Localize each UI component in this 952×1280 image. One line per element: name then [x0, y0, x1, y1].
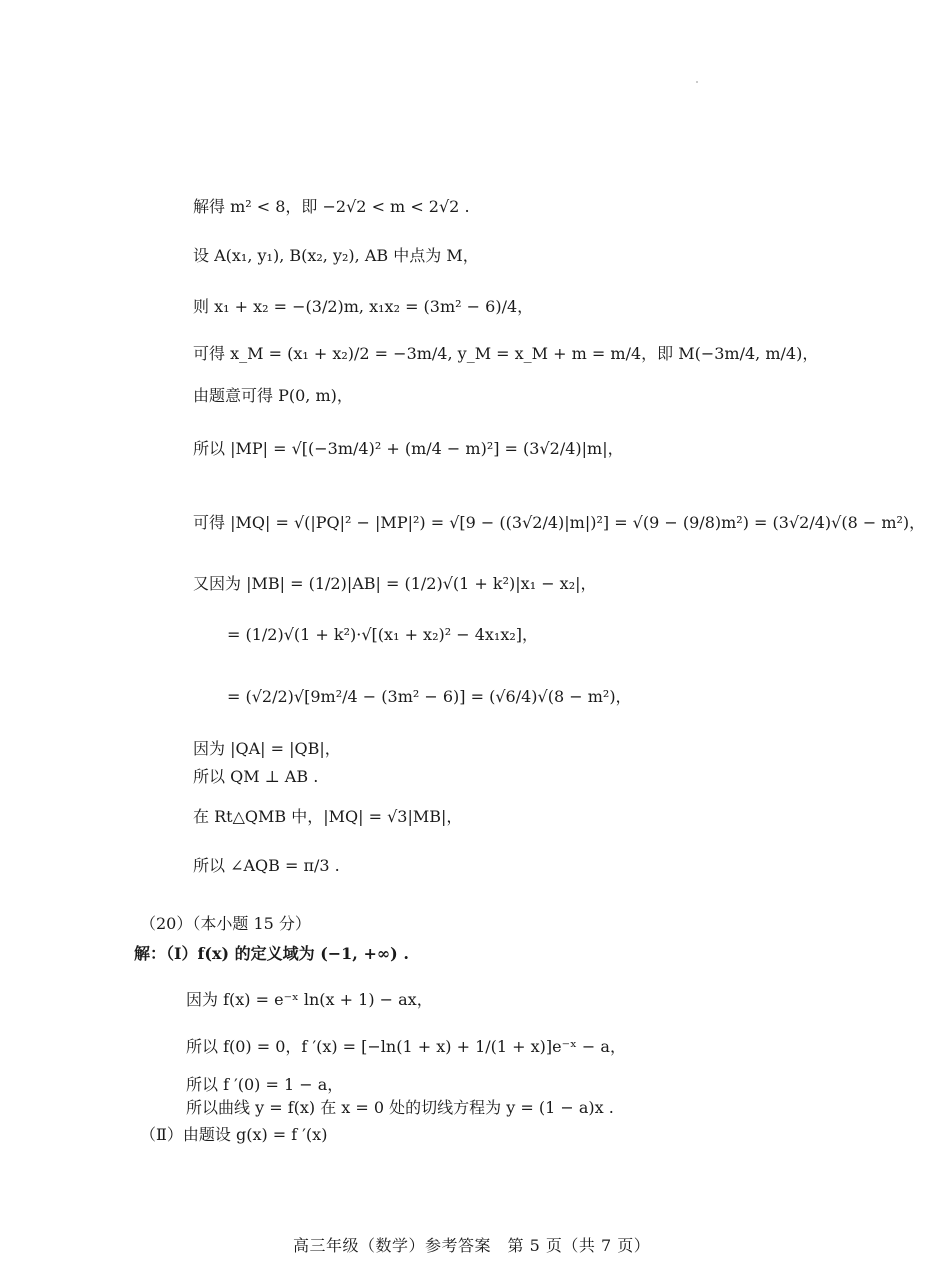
- eq-line: = (√2/2)√[9m²/4 − (3m² − 6)] = (√6/4)√(8 − m²)，: [227, 687, 632, 706]
- question-header: （20）（本小题 15 分）: [140, 914, 311, 933]
- eq-line: 所以 ∠AQB = π/3 .: [193, 856, 340, 875]
- eq-line: 则 x₁ + x₂ = −(3/2)m, x₁x₂ = (3m² − 6)/4，: [193, 297, 534, 316]
- scan-speck: [696, 81, 698, 83]
- eq-line: 所以 QM ⊥ AB .: [193, 767, 319, 786]
- eq-line: 可得 |MQ| = √(|PQ|² − |MP|²) = √[9 − ((3√2/4)|m|)²] = √(9 − (9/8)m²) = (3√2/4)√(8 − m²)，: [193, 513, 926, 532]
- page-footer: 高三年级（数学）参考答案 第 5 页（共 7 页）: [293, 1236, 651, 1255]
- eq-line: 因为 f(x) = e⁻ˣ ln(x + 1) − ax，: [186, 990, 433, 1009]
- eq-line: 所以 f(0) = 0，f ′(x) = [−ln(1 + x) + 1/(1 + x)]e⁻ˣ − a，: [186, 1037, 626, 1056]
- eq-line: 所以 f ′(0) = 1 − a，: [186, 1075, 344, 1094]
- eq-line: 解得 m² < 8，即 −2√2 < m < 2√2 .: [193, 197, 470, 216]
- eq-line: 在 Rt△QMB 中，|MQ| = √3|MB|，: [193, 807, 463, 826]
- eq-line: 设 A(x₁, y₁), B(x₂, y₂), AB 中点为 M，: [193, 246, 479, 265]
- eq-line: 由题意可得 P(0, m)，: [193, 386, 353, 405]
- eq-line: = (1/2)√(1 + k²)·√[(x₁ + x₂)² − 4x₁x₂]，: [227, 625, 539, 644]
- eq-line: 所以 |MP| = √[(−3m/4)² + (m/4 − m)²] = (3√2/4)|m|，: [193, 439, 624, 458]
- eq-line: 因为 |QA| = |QB|，: [193, 739, 341, 758]
- part-two-line: （Ⅱ）由题设 g(x) = f ′(x): [140, 1125, 328, 1144]
- eq-line: 所以曲线 y = f(x) 在 x = 0 处的切线方程为 y = (1 − a)x .: [186, 1098, 614, 1117]
- solution-start: 解：（Ⅰ）f(x) 的定义域为 (−1, +∞) .: [134, 944, 409, 963]
- eq-line: 可得 x_M = (x₁ + x₂)/2 = −3m/4, y_M = x_M + m = m/4，即 M(−3m/4, m/4)，: [193, 344, 819, 363]
- eq-line: 又因为 |MB| = (1/2)|AB| = (1/2)√(1 + k²)|x₁ − x₂|，: [193, 574, 597, 593]
